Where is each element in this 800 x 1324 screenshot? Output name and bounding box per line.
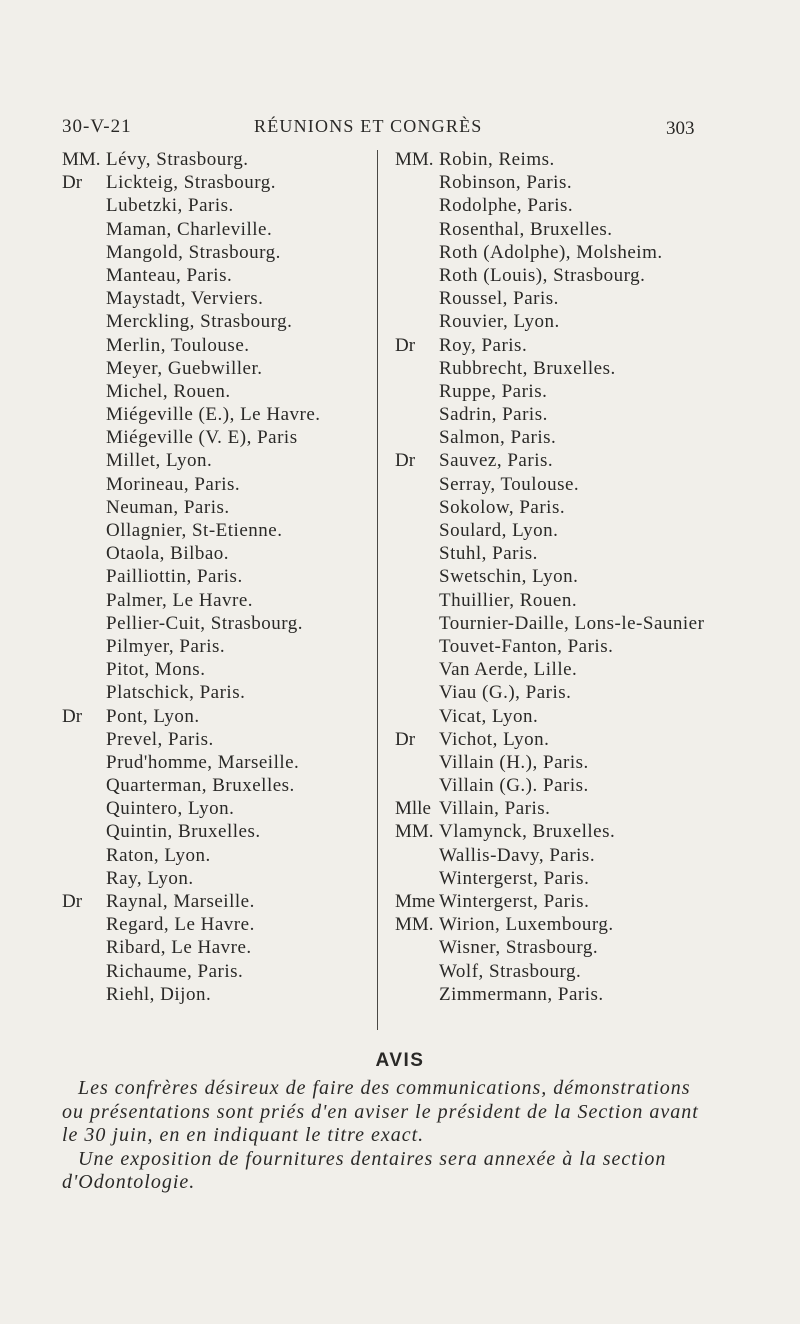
attendee-name: Vicat, Lyon. [439,705,539,727]
attendee-name: Wintergerst, Paris. [439,891,590,912]
list-item [395,449,725,472]
list-item [395,681,725,704]
list-item [62,635,372,658]
attendee-name: Mangold, Strasbourg. [106,241,281,263]
list-item [62,241,372,264]
attendee-name: Wallis-Davy, Paris. [439,844,596,866]
list-item [395,334,725,357]
attendee-name: Regard, Le Havre. [106,914,255,936]
list-item [62,983,372,1006]
title-prefix: MM. [62,149,101,170]
attendee-name: Pailliottin, Paris. [106,566,243,588]
attendee-list-right [395,148,725,1006]
list-item [62,403,372,426]
list-item [395,936,725,959]
list-item [395,913,725,936]
list-item [62,194,372,217]
list-item [395,473,725,496]
attendee-name: Sokolow, Paris. [439,496,566,518]
title-prefix: MM. [395,149,434,170]
attendee-name: Prevel, Paris. [106,728,214,750]
attendee-name: Quarterman, Bruxelles. [106,775,295,797]
list-item [62,171,372,194]
title-prefix: Dr [62,891,83,912]
attendee-name: Ollagnier, St-Etienne. [106,520,283,541]
attendee-name: Merckling, Strasbourg. [106,311,293,333]
attendee-name: Ray, Lyon. [106,867,194,889]
list-item [62,148,372,171]
attendee-name: Pilmyer, Paris. [106,635,226,657]
attendee-name: Villain (G.). Paris. [439,775,589,797]
attendee-name: Salmon, Paris. [439,427,557,449]
list-item [62,612,372,635]
list-item [395,658,725,681]
list-item [62,264,372,287]
list-item [62,705,372,728]
title-prefix: Dr [395,334,416,356]
attendee-name: Serray, Toulouse. [439,473,580,495]
attendee-name: Villain (H.), Paris. [439,751,589,773]
list-item [62,565,372,588]
title-prefix: Dr [62,172,83,194]
attendee-name: Pont, Lyon. [106,705,200,727]
attendee-name: Van Aerde, Lille. [439,659,578,681]
title-prefix: Mme [395,891,436,912]
list-item [395,519,725,542]
page-header [0,112,800,142]
header-date: 30-V-21 [62,116,132,137]
attendee-name: Sadrin, Paris. [439,404,548,426]
attendee-name: Ruppe, Paris. [439,380,548,402]
list-item [62,496,372,519]
attendee-name: Quintin, Bruxelles. [106,821,261,843]
attendee-name: Roth (Louis), Strasbourg. [439,264,646,286]
attendee-name: Pitot, Mons. [106,659,206,681]
list-item [395,194,725,217]
list-item [395,310,725,333]
list-item [395,890,725,913]
avis-paragraph: Les confrères désireux de faire des communications, démonstrations ou présentations sont priés d'en aviser le président de la Section avant le 30 juin, en en indiquant le titre exact. [62,1077,699,1146]
attendee-name: Wisner, Strasbourg. [439,937,599,959]
attendee-name: Wirion, Luxembourg. [439,914,614,936]
title-prefix: MM. [395,821,434,843]
list-item [62,310,372,333]
list-item [62,380,372,403]
attendee-name: Michel, Rouen. [106,380,231,402]
attendee-name: Raynal, Marseille. [106,891,255,912]
list-item [395,357,725,380]
attendee-name: Rouvier, Lyon. [439,311,560,333]
list-item [395,774,725,797]
attendee-name: Manteau, Paris. [106,264,233,286]
attendee-name: Robinson, Paris. [439,172,573,194]
attendee-name: Pellier-Cuit, Strasbourg. [106,612,304,634]
attendee-name: Maystadt, Verviers. [106,288,264,310]
attendee-name: Roth (Adolphe), Molsheim. [439,241,663,263]
list-item [395,612,725,635]
attendee-name: Meyer, Guebwiller. [106,357,263,379]
attendee-name: Raton, Lyon. [106,844,211,866]
attendee-name: Richaume, Paris. [106,960,244,982]
attendee-name: Wintergerst, Paris. [439,867,590,889]
list-item [395,218,725,241]
attendee-name: Vichot, Lyon. [439,728,550,750]
list-item [62,357,372,380]
attendee-name: Quintero, Lyon. [106,798,235,820]
list-item [62,844,372,867]
attendee-name: Vlamynck, Bruxelles. [439,821,616,843]
attendee-name: Thuillier, Rouen. [439,589,578,611]
list-item [62,681,372,704]
attendee-name: Rosenthal, Bruxelles. [439,218,613,240]
title-prefix: Mlle [395,798,431,820]
list-item [395,589,725,612]
attendee-name: Touvet-Fanton, Paris. [439,635,614,657]
list-item [62,449,372,472]
attendee-name: Miégeville (E.), Le Havre. [106,404,321,426]
attendee-name: Viau (G.), Paris. [439,682,572,704]
attendee-name: Prud'homme, Marseille. [106,751,300,773]
list-item [62,728,372,751]
attendee-name: Sauvez, Paris. [439,450,554,472]
list-item [395,426,725,449]
title-prefix: MM. [395,914,434,936]
attendee-name: Roy, Paris. [439,334,528,356]
list-item [395,171,725,194]
attendee-name: Rodolphe, Paris. [439,195,574,217]
attendee-name: Roussel, Paris. [439,288,559,310]
list-item [62,797,372,820]
attendee-name: Villain, Paris. [439,798,551,820]
attendee-name: Palmer, Le Havre. [106,589,254,611]
list-item [62,218,372,241]
avis-paragraph: Une exposition de fournitures dentaires sera annexée à la section d'Odontologie. [62,1147,667,1193]
attendee-name: Neuman, Paris. [106,496,230,518]
list-item [395,635,725,658]
attendee-name: Soulard, Lyon. [439,520,559,541]
list-item [395,751,725,774]
attendee-name: Lubetzki, Paris. [106,195,234,217]
attendee-name: Maman, Charleville. [106,218,273,240]
avis-heading: AVIS [375,1050,425,1071]
attendee-name: Miégeville (V. E), Paris [106,427,298,449]
list-item [395,797,725,820]
list-item [395,496,725,519]
list-item [395,705,725,728]
attendee-name: Morineau, Paris. [106,473,241,495]
list-item [395,287,725,310]
list-item [62,751,372,774]
list-item [395,380,725,403]
title-prefix: Dr [62,705,83,727]
list-item [62,589,372,612]
list-item [395,820,725,843]
title-prefix: Dr [395,728,416,750]
attendee-name: Ribard, Le Havre. [106,937,252,959]
list-item [62,820,372,843]
title-prefix: Dr [395,450,416,472]
attendee-name: Tournier-Daille, Lons-le-Saunier [439,612,705,634]
list-item [62,658,372,681]
attendee-name: Swetschin, Lyon. [439,566,579,588]
attendee-name: Platschick, Paris. [106,682,246,704]
list-item [62,519,372,542]
attendee-name: Millet, Lyon. [106,450,213,472]
list-item [395,960,725,983]
attendee-name: Wolf, Strasbourg. [439,960,582,982]
attendee-name: Riehl, Dijon. [106,983,212,1005]
list-item [62,774,372,797]
list-item [62,334,372,357]
header-title: RÉUNIONS ET CONGRÈS [254,116,483,136]
list-item [395,148,725,171]
list-item [395,241,725,264]
list-item [62,960,372,983]
list-item [62,473,372,496]
list-item [62,287,372,310]
attendee-name: Zimmermann, Paris. [439,983,604,1005]
list-item [395,403,725,426]
list-item [395,542,725,565]
list-item [395,728,725,751]
attendee-name: Robin, Reims. [439,149,555,170]
list-item [62,542,372,565]
list-item [62,890,372,913]
column-divider [377,150,378,1030]
list-item [395,264,725,287]
list-item [62,913,372,936]
attendee-name: Lévy, Strasbourg. [106,149,249,170]
list-item [395,983,725,1006]
page-number: 303 [666,118,695,139]
list-item [395,844,725,867]
list-item [62,426,372,449]
list-item [395,867,725,890]
list-item [62,936,372,959]
attendee-list-left [62,148,372,1006]
avis-body [62,1077,702,1195]
list-item [62,867,372,890]
attendee-name: Rubbrecht, Bruxelles. [439,357,616,379]
attendee-name: Merlin, Toulouse. [106,334,250,356]
attendee-name: Otaola, Bilbao. [106,543,230,565]
list-item [395,565,725,588]
attendee-name: Lickteig, Strasbourg. [106,172,277,194]
attendee-name: Stuhl, Paris. [439,543,538,565]
